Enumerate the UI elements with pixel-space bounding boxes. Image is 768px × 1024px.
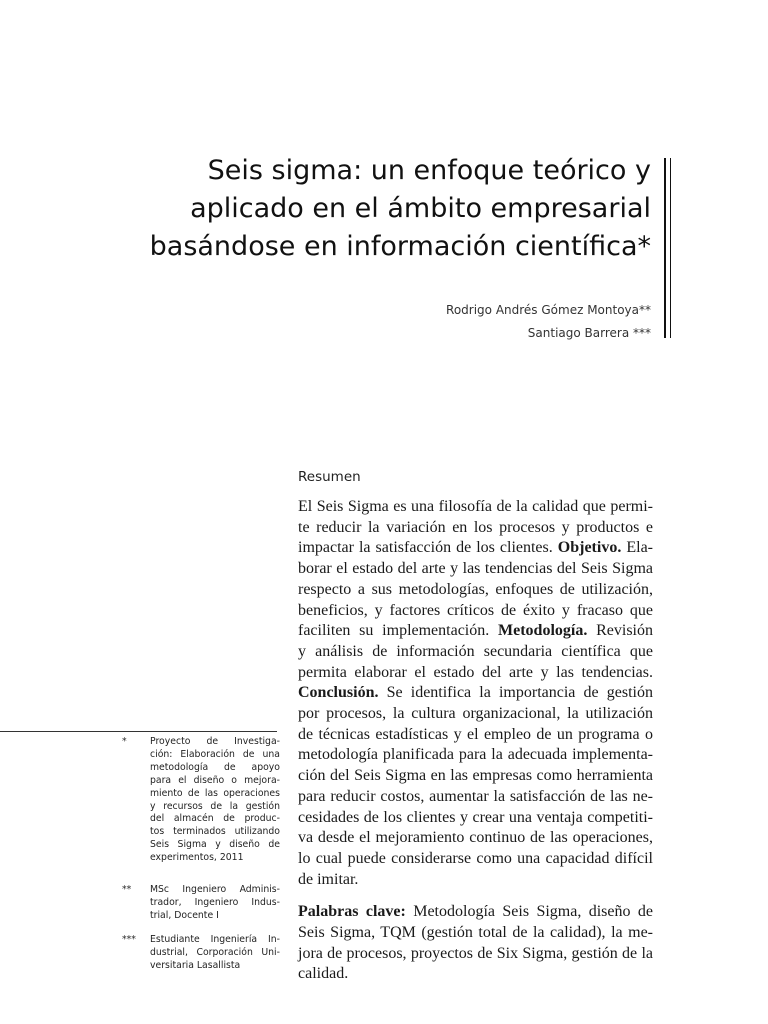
footnote-line: miento de las operaciones — [150, 787, 280, 799]
footnote-line: dustrial, Corporación Uni- — [150, 946, 280, 958]
abstract-line — [298, 766, 653, 787]
keywords-label: Palabras clave: — [298, 903, 406, 921]
abstract-text: Ela- — [621, 539, 653, 557]
footnote-line: experimentos, 2011 — [150, 852, 244, 864]
keywords-text: jora de procesos, proyectos de Six Sigma, gestión de la — [298, 944, 653, 962]
title-rule-thin — [670, 158, 671, 338]
section-label-objetivo: Objetivo. — [557, 539, 622, 557]
footnote-line: del almacén de produc- — [150, 813, 280, 825]
keywords-line — [298, 923, 653, 944]
abstract-line — [298, 642, 653, 663]
abstract-text: lo cual puede considerarse como una capacidad difícil — [298, 849, 653, 867]
abstract-text: beneficios, y factores críticos de éxito y fracaso que — [298, 601, 653, 619]
abstract-body — [298, 497, 653, 985]
abstract-heading: Resumen — [298, 469, 361, 485]
abstract-line — [298, 538, 653, 559]
author-name: Rodrigo Andrés Gómez Montoya** — [446, 303, 651, 317]
author-list — [300, 299, 651, 345]
footnote-line: para el diseño o mejora- — [150, 774, 280, 786]
abstract-line — [298, 870, 653, 891]
abstract-text: para reducir costos, aumentar la satisfacción de las ne- — [298, 787, 653, 805]
abstract-text: ción del Seis Sigma en las empresas como herramienta — [298, 767, 653, 785]
abstract-line — [298, 849, 653, 870]
abstract-line — [298, 559, 653, 580]
abstract-text: faciliten su implementación. — [298, 622, 499, 640]
keywords-line — [298, 902, 653, 923]
footnote-line: tos terminados utilizando — [150, 826, 280, 838]
footnote-line: trador, Ingeniero Indus- — [150, 896, 280, 908]
abstract-text: Revisión — [587, 622, 653, 640]
footnote-separator — [0, 731, 277, 732]
section-label-metodologia: Metodología. — [498, 622, 588, 640]
abstract-text: El Seis Sigma es una filosofía de la calidad que permi- — [298, 498, 653, 515]
abstract-line — [298, 497, 653, 518]
footnote-line: y recursos de la gestión — [150, 800, 280, 812]
footnote-line: ción: Elaboración de una — [150, 748, 280, 760]
abstract-line — [298, 808, 653, 829]
title-line: aplicado en el ámbito empresarial — [190, 193, 651, 224]
abstract-text: Se identifica la importancia de gestión — [378, 684, 653, 702]
keywords-text: Metodología Seis Sigma, diseño de — [405, 903, 654, 921]
abstract-text: por procesos, la cultura organizacional, la utilización — [298, 705, 653, 723]
footnote-line: Proyecto de Investiga- — [150, 736, 280, 747]
footnote-mark: * — [122, 736, 127, 747]
abstract-line — [298, 745, 653, 766]
footnote-line: MSc Ingeniero Adminis- — [150, 884, 280, 895]
abstract-text: te reducir la variación en los procesos y productos e — [298, 518, 653, 536]
author-name: Santiago Barrera *** — [527, 326, 651, 340]
abstract-text: borar el estado del arte y las tendencias del Seis Sigma — [298, 560, 653, 578]
footnote-line: Estudiante Ingeniería In- — [150, 934, 280, 945]
title-line: basándose en información científica* — [149, 231, 651, 262]
footnote-line: trial, Docente I — [150, 909, 219, 921]
abstract-text: metodología planificada para la adecuada implementa- — [298, 746, 653, 764]
title-line: Seis sigma: un enfoque teórico y — [207, 155, 651, 186]
abstract-line — [298, 621, 653, 642]
footnote-line: versitaria Lasallista — [150, 959, 241, 971]
keywords-line — [298, 964, 653, 985]
abstract-text: de imitar. — [298, 870, 359, 888]
title-rule-thick — [664, 158, 666, 338]
keywords-line — [298, 944, 653, 965]
abstract-text: cesidades de los clientes y crear una ventaja competiti- — [298, 808, 653, 826]
abstract-text: respecto a sus metodologías, enfoques de utilización, — [298, 580, 653, 598]
keywords-text: calidad. — [298, 965, 349, 983]
abstract-line — [298, 683, 653, 704]
abstract-line — [298, 787, 653, 808]
abstract-text: permita elaborar el estado del arte y las tendencias. — [298, 663, 653, 681]
footnote-mark: ** — [122, 884, 132, 895]
abstract-text: y análisis de información secundaria científica que — [298, 642, 653, 660]
abstract-line — [298, 704, 653, 725]
section-label-conclusion: Conclusión. — [298, 684, 379, 702]
abstract-line — [298, 663, 653, 684]
abstract-line — [298, 828, 653, 849]
keywords-text: Seis Sigma, TQM (gestión total de la calidad), la me- — [298, 924, 653, 942]
abstract-text: impactar la satisfacción de los clientes. — [298, 539, 558, 557]
abstract-text: va desde el mejoramiento continuo de las operaciones, — [298, 829, 653, 847]
abstract-line — [298, 580, 653, 601]
abstract-line — [298, 518, 653, 539]
article-title — [140, 152, 651, 266]
abstract-line — [298, 601, 653, 622]
footnote-mark: *** — [122, 934, 136, 945]
abstract-text: de técnicas estadísticas y el empleo de un programa o — [298, 725, 653, 743]
footnote-line: metodología de apoyo — [150, 761, 280, 773]
footnote-line: Seis Sigma y diseño de — [150, 839, 280, 851]
abstract-line — [298, 725, 653, 746]
